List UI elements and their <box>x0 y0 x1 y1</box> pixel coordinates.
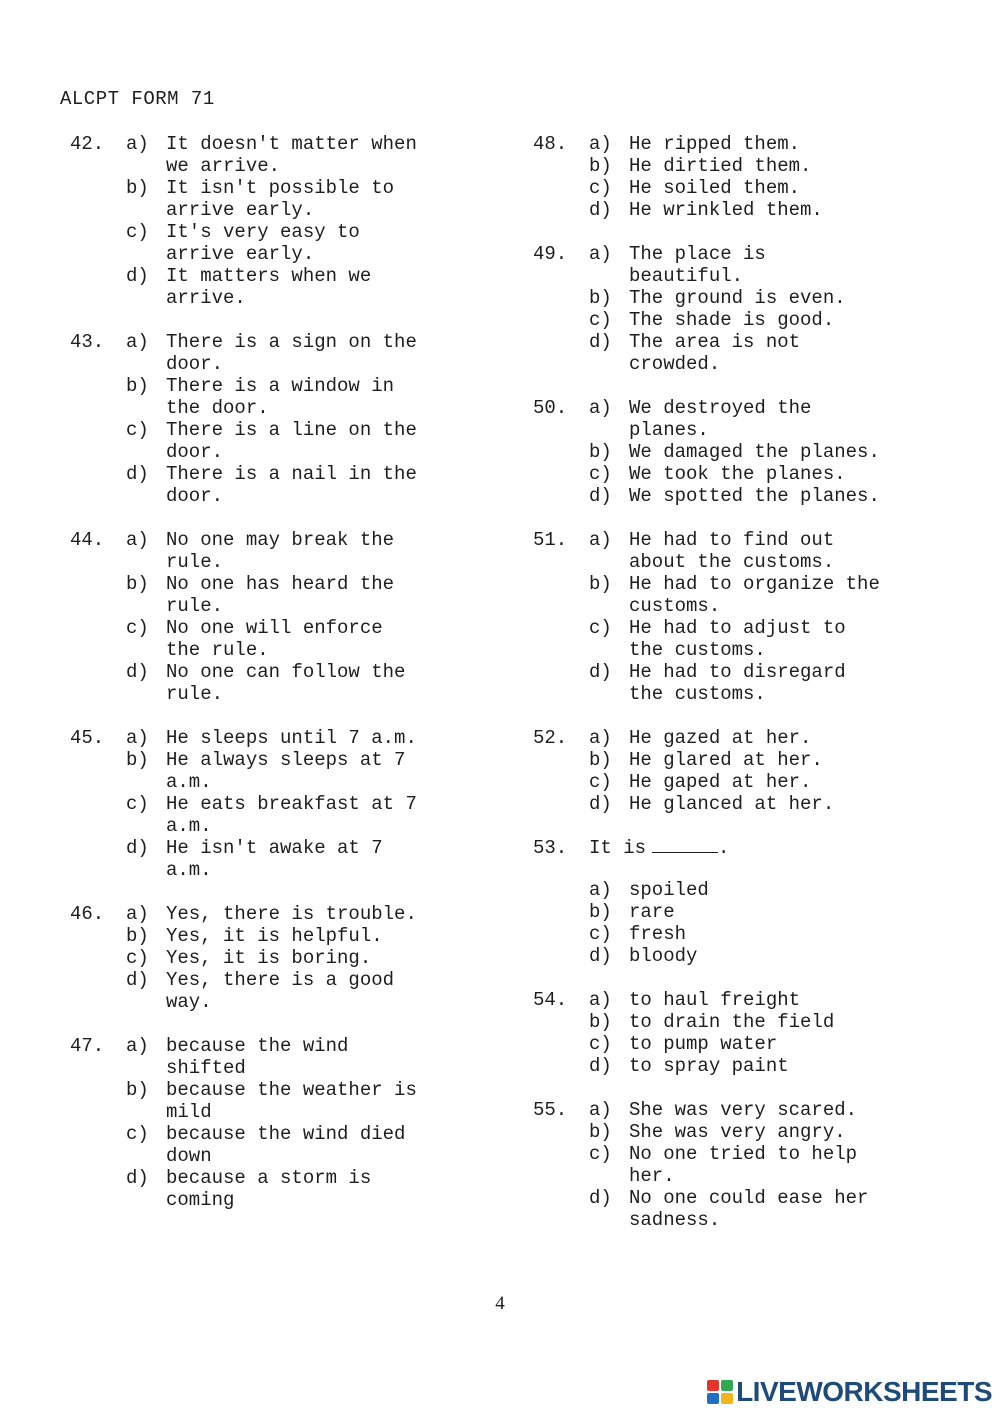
answer-option[interactable] <box>70 133 490 177</box>
option-letter: a) <box>589 1099 612 1121</box>
option-text: There is a nail in the door. <box>166 463 417 507</box>
question-47 <box>70 1035 490 1211</box>
option-text: There is a window in the door. <box>166 375 395 419</box>
option-letter: d) <box>126 463 149 485</box>
answer-option[interactable] <box>70 419 490 463</box>
option-text: because the weather is mild <box>166 1079 417 1123</box>
option-text: It isn't possible to arrive early. <box>166 177 395 221</box>
option-letter: b) <box>589 749 612 771</box>
question-50 <box>533 397 973 507</box>
answer-option[interactable] <box>533 287 973 309</box>
option-letter: c) <box>589 309 612 331</box>
option-text: Yes, there is trouble. <box>166 903 417 925</box>
answer-option[interactable] <box>70 1079 490 1123</box>
answer-option[interactable] <box>533 485 973 507</box>
option-text: to haul freight <box>629 989 801 1011</box>
option-letter: b) <box>589 901 612 923</box>
option-text: The place is beautiful. <box>629 243 766 287</box>
question-53 <box>533 837 973 967</box>
option-letter: d) <box>589 331 612 353</box>
answer-option[interactable] <box>533 441 973 463</box>
option-letter: c) <box>589 1033 612 1055</box>
option-letter: d) <box>126 1167 149 1189</box>
answer-option[interactable] <box>70 969 490 1013</box>
option-text: We spotted the planes. <box>629 485 880 507</box>
answer-option[interactable] <box>533 243 973 287</box>
option-letter: d) <box>589 661 612 683</box>
logo-square-red <box>707 1380 719 1391</box>
question-52 <box>533 727 973 815</box>
option-letter: b) <box>126 925 149 947</box>
answer-option[interactable] <box>70 1167 490 1211</box>
option-letter: a) <box>589 243 612 265</box>
option-letter: b) <box>589 1011 612 1033</box>
answer-option[interactable] <box>70 331 490 375</box>
answer-option[interactable] <box>533 155 973 177</box>
page-number: 4 <box>495 1293 505 1314</box>
answer-option[interactable] <box>533 1011 973 1033</box>
option-letter: c) <box>589 177 612 199</box>
logo-mark-icon <box>707 1380 733 1404</box>
question-number: 52. <box>533 727 568 749</box>
question-number: 51. <box>533 529 568 551</box>
answer-option[interactable] <box>533 397 973 441</box>
option-letter: d) <box>126 265 149 287</box>
stem-end: . <box>718 837 730 859</box>
question-54 <box>533 989 973 1077</box>
option-text: He isn't awake at 7 a.m. <box>166 837 383 881</box>
answer-option[interactable] <box>533 727 973 749</box>
question-number: 53. <box>533 837 568 859</box>
option-letter: c) <box>126 419 149 441</box>
option-text: because the wind shifted <box>166 1035 349 1079</box>
question-number: 55. <box>533 1099 568 1121</box>
question-number: 48. <box>533 133 568 155</box>
question-45 <box>70 727 490 881</box>
option-letter: c) <box>589 617 612 639</box>
option-text: He dirtied them. <box>629 155 812 177</box>
form-title: ALCPT FORM 71 <box>60 88 215 110</box>
option-text: He had to organize the customs. <box>629 573 880 617</box>
option-text: He had to disregard the customs. <box>629 661 846 705</box>
answer-option[interactable] <box>533 1121 973 1143</box>
option-letter: d) <box>589 793 612 815</box>
answer-option[interactable] <box>70 903 490 925</box>
answer-option[interactable] <box>533 1187 973 1231</box>
answer-option[interactable] <box>533 923 973 945</box>
option-text: Yes, it is boring. <box>166 947 372 969</box>
answer-option[interactable] <box>70 177 490 221</box>
right-question-column <box>533 133 973 1253</box>
question-55 <box>533 1099 973 1231</box>
option-text: because the wind died down <box>166 1123 406 1167</box>
answer-option[interactable] <box>533 1033 973 1055</box>
answer-option[interactable] <box>533 529 973 573</box>
option-letter: c) <box>126 1123 149 1145</box>
answer-option[interactable] <box>533 1055 973 1077</box>
option-text: No one could ease her sadness. <box>629 1187 869 1231</box>
option-text: He glared at her. <box>629 749 823 771</box>
answer-option[interactable] <box>533 879 973 901</box>
question-42 <box>70 133 490 309</box>
option-letter: a) <box>589 727 612 749</box>
answer-option[interactable] <box>70 617 490 661</box>
option-text: She was very scared. <box>629 1099 858 1121</box>
option-text: He always sleeps at 7 a.m. <box>166 749 406 793</box>
option-text: No one has heard the rule. <box>166 573 395 617</box>
answer-option[interactable] <box>533 901 973 923</box>
answer-option[interactable] <box>533 199 973 221</box>
option-text: to drain the field <box>629 1011 835 1033</box>
option-letter: a) <box>589 133 612 155</box>
option-text: He wrinkled them. <box>629 199 823 221</box>
option-text: He had to find out about the customs. <box>629 529 835 573</box>
left-question-column <box>70 133 490 1233</box>
option-text: to spray paint <box>629 1055 789 1077</box>
option-letter: c) <box>126 947 149 969</box>
option-letter: b) <box>126 375 149 397</box>
answer-blank[interactable] <box>652 838 718 853</box>
option-letter: c) <box>126 793 149 815</box>
option-letter: c) <box>589 1143 612 1165</box>
answer-option[interactable] <box>533 617 973 661</box>
question-51 <box>533 529 973 705</box>
option-text: Yes, it is helpful. <box>166 925 383 947</box>
option-text: He gaped at her. <box>629 771 812 793</box>
option-letter: d) <box>126 661 149 683</box>
question-number: 54. <box>533 989 568 1011</box>
answer-option[interactable] <box>533 133 973 155</box>
option-letter: d) <box>589 485 612 507</box>
answer-option[interactable] <box>70 749 490 793</box>
answer-option[interactable] <box>533 1143 973 1187</box>
answer-option[interactable] <box>533 661 973 705</box>
option-text: The ground is even. <box>629 287 846 309</box>
option-letter: a) <box>126 331 149 353</box>
option-text: He had to adjust to the customs. <box>629 617 846 661</box>
answer-option[interactable] <box>70 1123 490 1167</box>
logo-square-green <box>721 1380 733 1391</box>
question-46 <box>70 903 490 1013</box>
option-text: because a storm is coming <box>166 1167 372 1211</box>
option-text: The shade is good. <box>629 309 835 331</box>
option-text: He gazed at her. <box>629 727 812 749</box>
answer-option[interactable] <box>533 309 973 331</box>
option-letter: c) <box>589 463 612 485</box>
answer-option[interactable] <box>533 463 973 485</box>
answer-option[interactable] <box>70 573 490 617</box>
question-number: 43. <box>70 331 105 353</box>
question-44 <box>70 529 490 705</box>
option-letter: b) <box>589 287 612 309</box>
question-number: 47. <box>70 1035 105 1057</box>
option-text: No one can follow the rule. <box>166 661 406 705</box>
option-text: No one will enforce the rule. <box>166 617 383 661</box>
option-text: Yes, there is a good way. <box>166 969 395 1013</box>
answer-option[interactable] <box>533 771 973 793</box>
answer-option[interactable] <box>70 265 490 309</box>
answer-option[interactable] <box>533 793 973 815</box>
option-letter: a) <box>589 397 612 419</box>
stem-text <box>589 837 973 859</box>
option-text: We destroyed the planes. <box>629 397 812 441</box>
option-letter: b) <box>589 1121 612 1143</box>
answer-option[interactable] <box>70 925 490 947</box>
answer-option[interactable] <box>70 1035 490 1079</box>
answer-option[interactable] <box>533 945 973 967</box>
option-letter: a) <box>126 529 149 551</box>
question-number: 45. <box>70 727 105 749</box>
question-number: 46. <box>70 903 105 925</box>
option-text: spoiled <box>629 879 709 901</box>
option-text: It doesn't matter when we arrive. <box>166 133 417 177</box>
answer-option[interactable] <box>533 749 973 771</box>
option-letter: a) <box>589 529 612 551</box>
option-letter: d) <box>126 837 149 859</box>
option-text: He eats breakfast at 7 a.m. <box>166 793 417 837</box>
option-letter: d) <box>126 969 149 991</box>
option-letter: b) <box>126 177 149 199</box>
answer-option[interactable] <box>533 1099 973 1121</box>
option-text: There is a line on the door. <box>166 419 417 463</box>
option-letter: c) <box>126 221 149 243</box>
answer-option[interactable] <box>70 947 490 969</box>
question-48 <box>533 133 973 221</box>
answer-option[interactable] <box>533 331 973 375</box>
answer-option[interactable] <box>70 463 490 507</box>
option-letter: a) <box>126 903 149 925</box>
answer-option[interactable] <box>70 661 490 705</box>
option-text: He soiled them. <box>629 177 801 199</box>
option-letter: a) <box>126 727 149 749</box>
option-letter: d) <box>589 199 612 221</box>
answer-option[interactable] <box>533 177 973 199</box>
option-text: to pump water <box>629 1033 778 1055</box>
question-number: 50. <box>533 397 568 419</box>
option-letter: b) <box>126 749 149 771</box>
option-letter: a) <box>589 879 612 901</box>
liveworksheets-logo[interactable] <box>707 1376 992 1408</box>
option-letter: b) <box>589 155 612 177</box>
option-letter: b) <box>589 573 612 595</box>
option-letter: c) <box>589 923 612 945</box>
stem-start: It is <box>589 837 647 859</box>
option-text: He ripped them. <box>629 133 801 155</box>
answer-option[interactable] <box>70 793 490 837</box>
logo-wordmark: LIVEWORKSHEETS <box>736 1376 992 1407</box>
option-letter: c) <box>126 617 149 639</box>
question-49 <box>533 243 973 375</box>
question-number: 42. <box>70 133 105 155</box>
option-letter: d) <box>589 1187 612 1209</box>
option-letter: c) <box>589 771 612 793</box>
answer-option[interactable] <box>70 837 490 881</box>
question-number: 44. <box>70 529 105 551</box>
option-text: He glanced at her. <box>629 793 835 815</box>
option-letter: a) <box>589 989 612 1011</box>
option-letter: d) <box>589 945 612 967</box>
option-text: No one tried to help her. <box>629 1143 858 1187</box>
option-text: It's very easy to arrive early. <box>166 221 360 265</box>
answer-option[interactable] <box>70 727 490 749</box>
option-text: There is a sign on the door. <box>166 331 417 375</box>
question-43 <box>70 331 490 507</box>
option-text: No one may break the rule. <box>166 529 395 573</box>
option-letter: d) <box>589 1055 612 1077</box>
option-text: It matters when we arrive. <box>166 265 372 309</box>
option-text: We took the planes. <box>629 463 846 485</box>
question-stem <box>533 837 973 859</box>
answer-option[interactable] <box>70 375 490 419</box>
option-letter: b) <box>589 441 612 463</box>
logo-square-yellow <box>721 1393 733 1404</box>
answer-option[interactable] <box>70 221 490 265</box>
option-text: The area is not crowded. <box>629 331 801 375</box>
option-text: fresh <box>629 923 687 945</box>
option-letter: b) <box>126 573 149 595</box>
option-text: We damaged the planes. <box>629 441 880 463</box>
option-text: She was very angry. <box>629 1121 846 1143</box>
question-number: 49. <box>533 243 568 265</box>
option-letter: a) <box>126 133 149 155</box>
answer-option[interactable] <box>533 989 973 1011</box>
answer-option[interactable] <box>533 573 973 617</box>
logo-square-blue <box>707 1393 719 1404</box>
option-text: bloody <box>629 945 698 967</box>
option-text: He sleeps until 7 a.m. <box>166 727 417 749</box>
answer-option[interactable] <box>70 529 490 573</box>
option-letter: b) <box>126 1079 149 1101</box>
option-letter: a) <box>126 1035 149 1057</box>
option-text: rare <box>629 901 675 923</box>
